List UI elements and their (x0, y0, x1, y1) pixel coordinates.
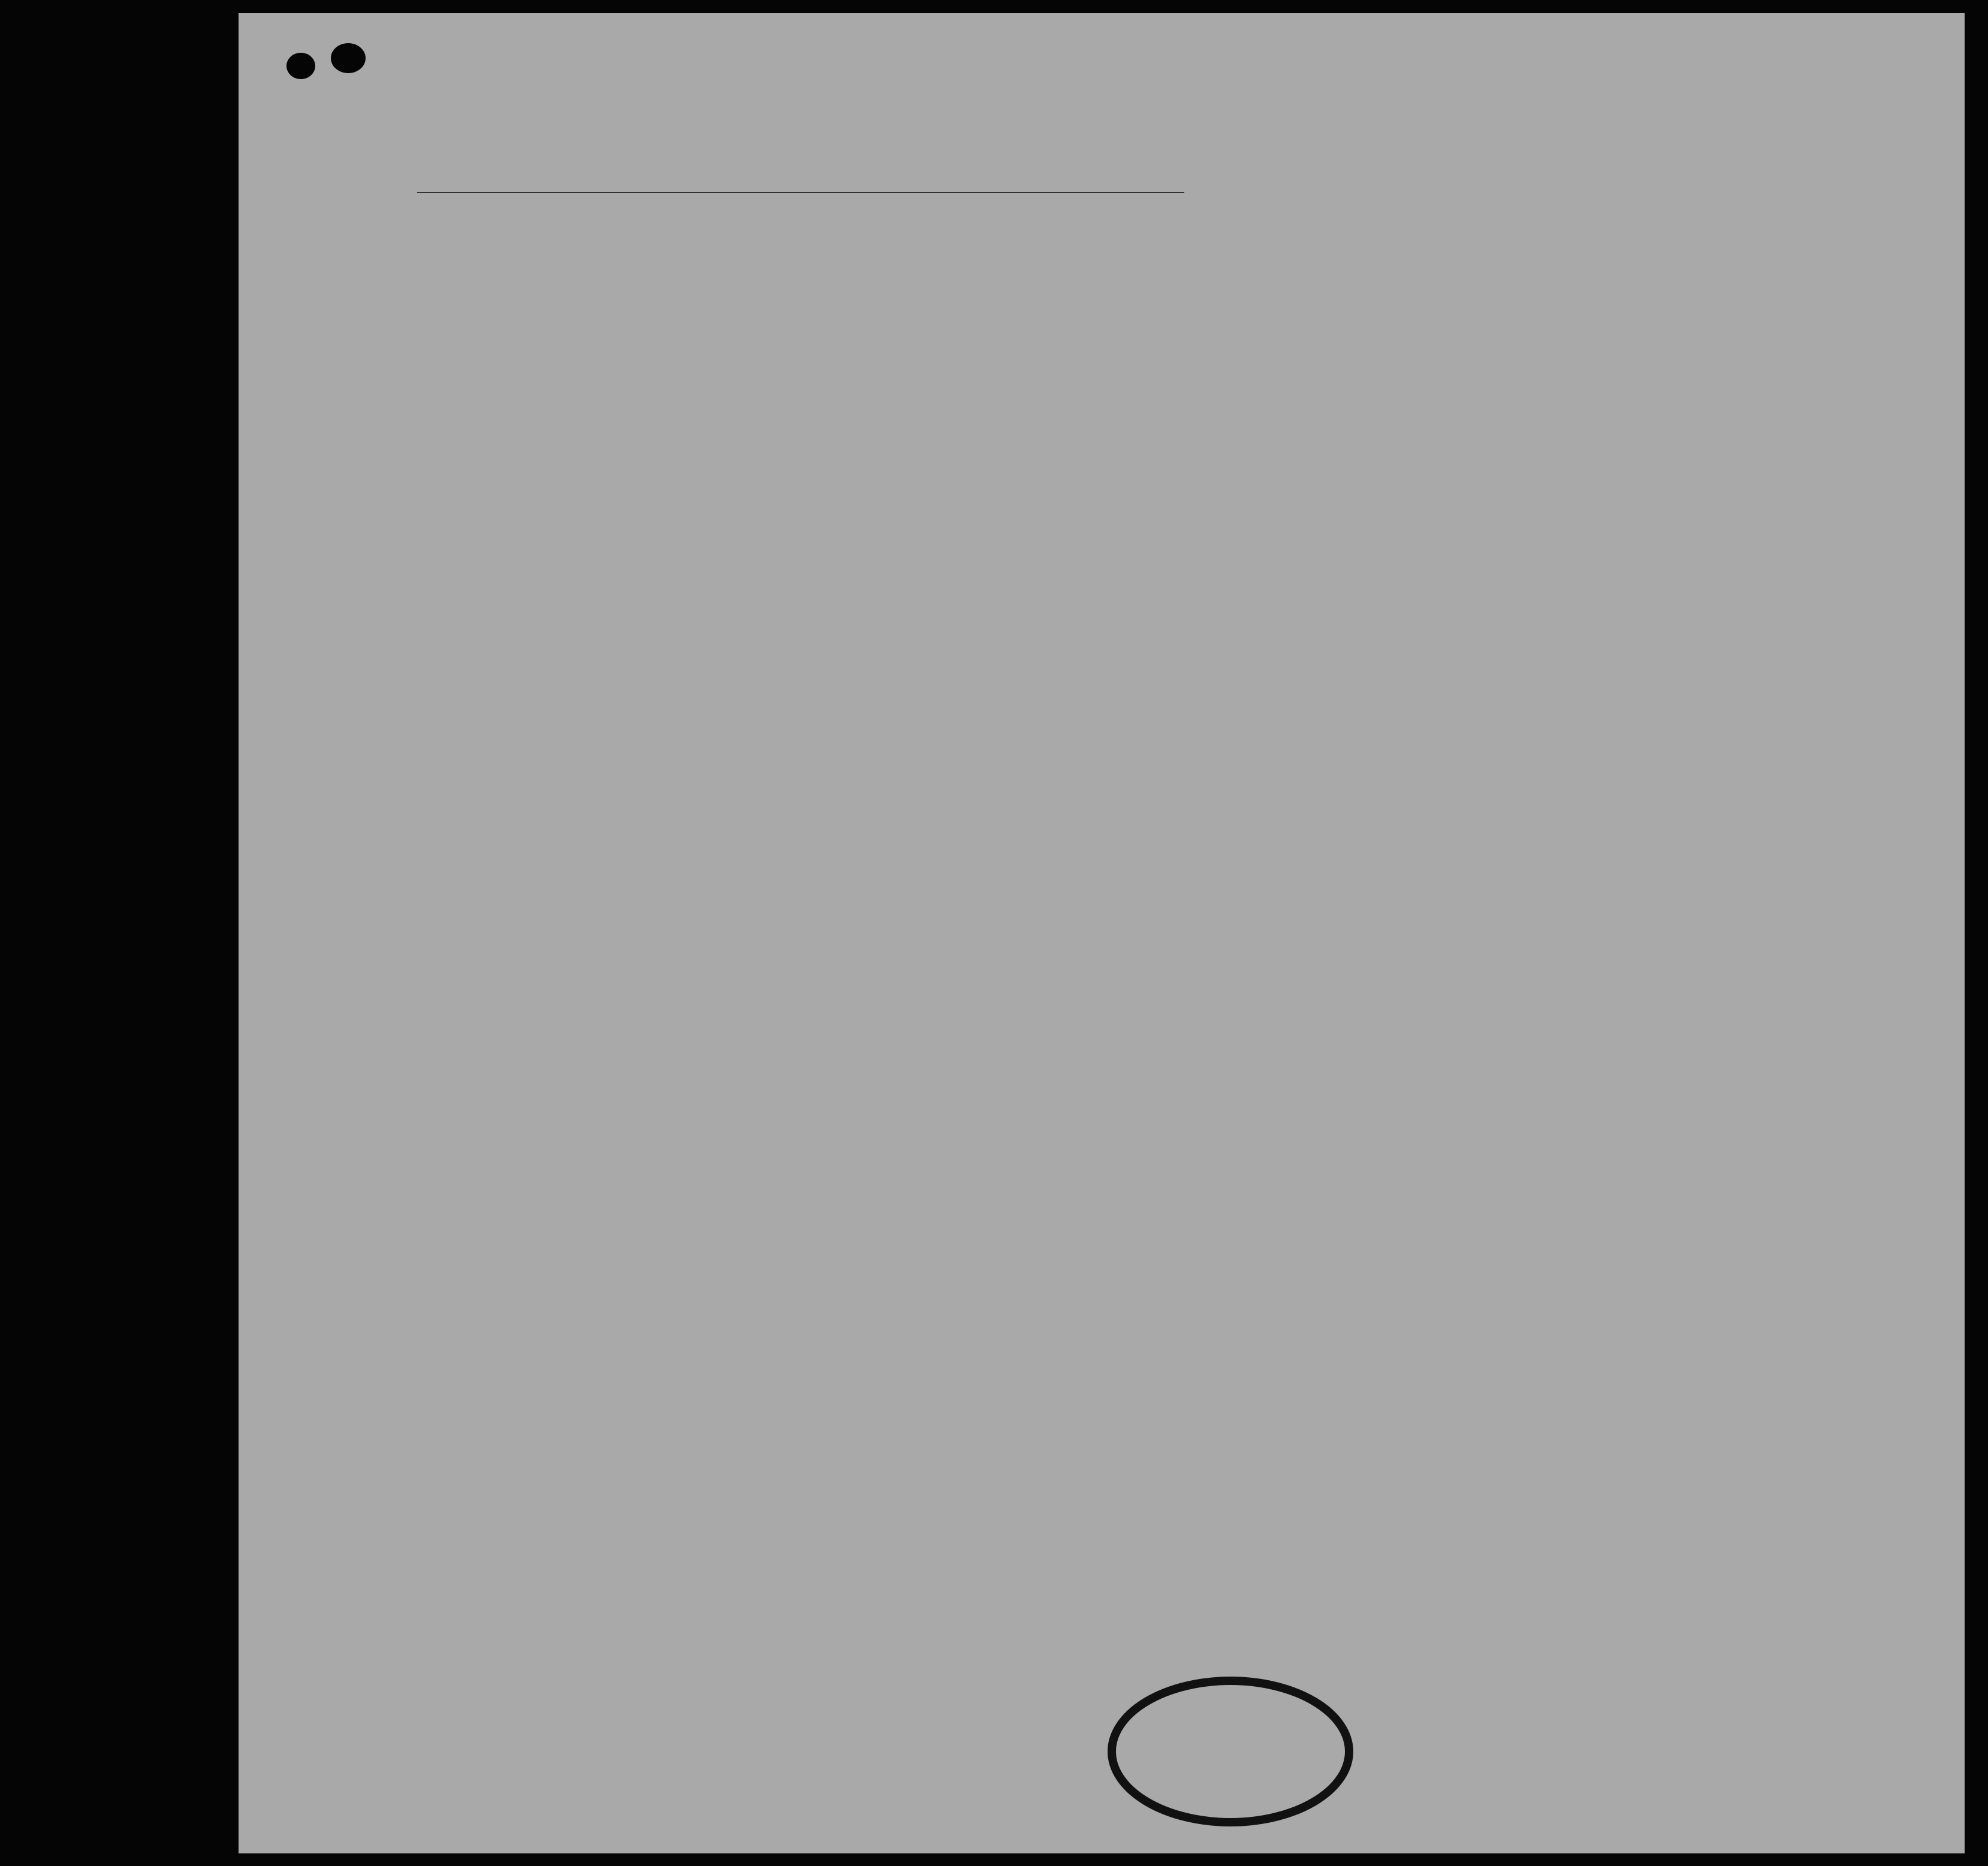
stamp-ring (1112, 1681, 1349, 1822)
punch-hole (331, 43, 366, 73)
manifest-sheet (239, 13, 1965, 1853)
punch-hole (286, 53, 315, 79)
mm-office-stamp (1102, 1662, 1359, 1841)
table-grid (239, 13, 1965, 1853)
